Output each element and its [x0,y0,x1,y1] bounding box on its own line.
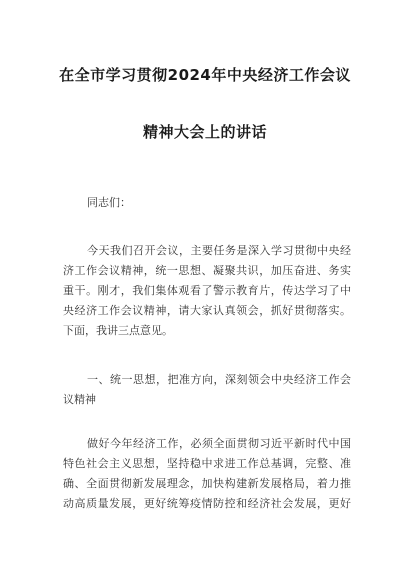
paragraph-line: 济工作会议精神，统一思想、凝聚共识，加压奋进、务实 [63,264,351,277]
section-heading-line: 一、统一思想，把准方向，深刻领会中央经济工作会 [87,373,351,386]
salutation-text: 同志们： [87,196,131,209]
paragraph-line: 确、全面贯彻新发展理念，加快构建新发展格局，着力推 [63,477,351,490]
paragraph-opening [63,241,351,341]
paragraph-line: 今天我们召开会议，主要任务是深入学习贯彻中央经 [87,244,351,257]
section-heading-1 [63,370,351,410]
paragraph-line: 特色社会主义思想，坚持稳中求进工作总基调，完整、准 [63,457,351,470]
paragraph-body [63,434,351,514]
paragraph-line: 重干。刚才，我们集体观看了警示教育片，传达学习了中 [63,284,351,297]
paragraph-line: 下面，我讲三点意见。 [63,324,173,337]
salutation [63,193,351,213]
document-title-line-2: 精神大会上的讲话 [142,123,267,141]
paragraph-line: 央经济工作会议精神，请大家认真领会，抓好贯彻落实。 [63,304,351,317]
document-title-line-1: 在全市学习贯彻2024年中央经济工作会议 [59,66,351,84]
section-heading-line: 议精神 [63,393,96,406]
paragraph-line: 动高质量发展，更好统筹疫情防控和经济社会发展，更好 [63,497,351,510]
paragraph-line: 做好今年经济工作，必须全面贯彻习近平新时代中国 [87,437,351,450]
